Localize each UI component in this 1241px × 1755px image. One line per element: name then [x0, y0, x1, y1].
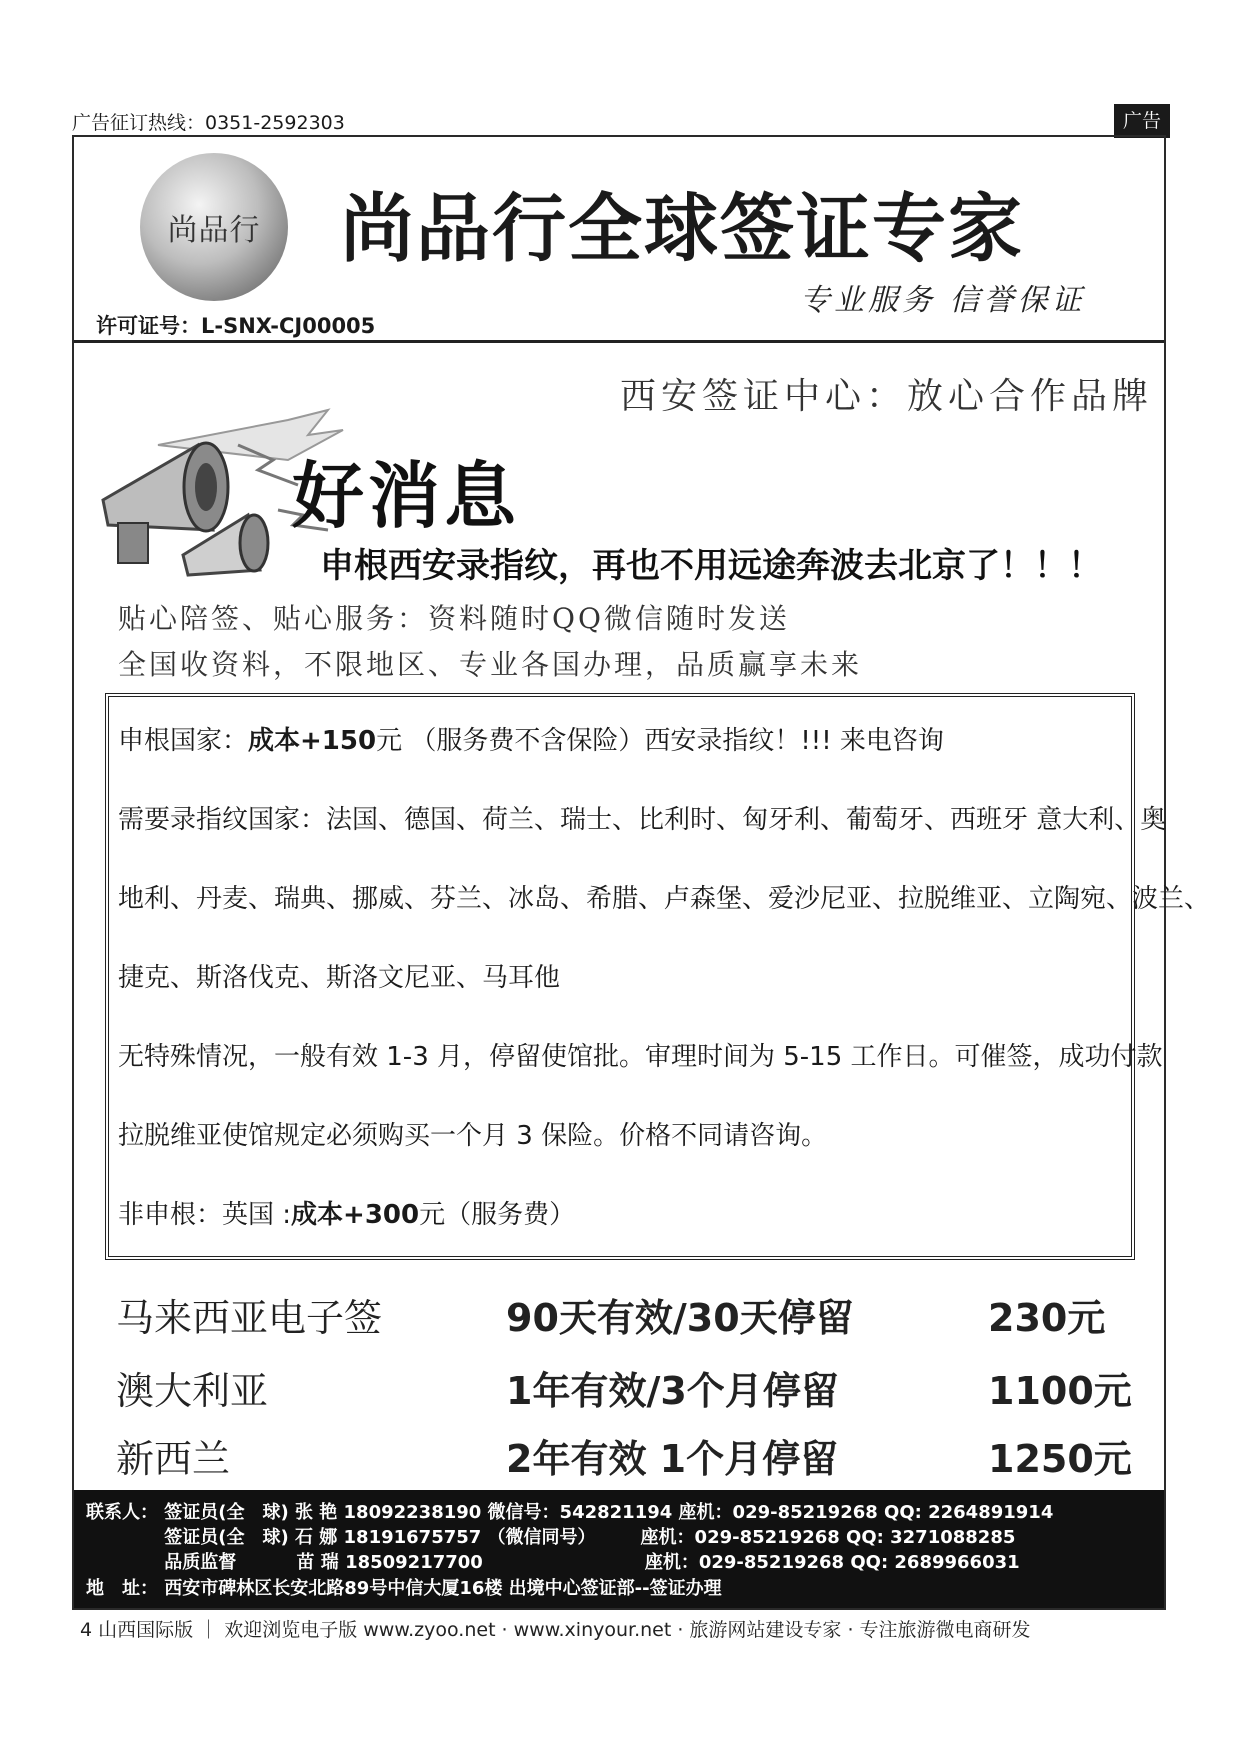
headline: 申根西安录指纹，再也不用远途奔波去北京了！！！ [320, 546, 1102, 586]
contact-line: 联系人： 签证员(全 球) 张 艳 18092238190 微信号：542821194 座机：029-85219268 QQ: 2264891914 [86, 1502, 1054, 1523]
visa-name: 新西兰 [116, 1437, 231, 1481]
validity-line: 无特殊情况，一般有效 1-3 月，停留使馆批。审理时间为 5-15 工作日。可催签，成功付款 [118, 1042, 1163, 1072]
fingerprint-countries-line: 需要录指纹国家：法国、德国、荷兰、瑞士、比利时、匈牙利、葡萄牙、西班牙 意大利、奥 [118, 805, 1167, 835]
visa-name: 马来西亚电子签 [116, 1296, 383, 1340]
fingerprint-countries-line: 地利、丹麦、瑞典、挪威、芬兰、冰岛、希腊、卢森堡、爱沙尼亚、拉脱维亚、立陶宛、波兰、 [118, 884, 1211, 914]
visa-name: 澳大利亚 [116, 1369, 269, 1413]
insurance-note: 拉脱维亚使馆规定必须购买一个月 3 保险。价格不同请咨询。 [118, 1121, 828, 1151]
contact-line: 签证员(全 球) 石 娜 18191675757 （微信同号） 座机：029-85219268 QQ: 3271088285 [86, 1527, 1016, 1548]
ad-hotline: 广告征订热线：0351-2592303 [72, 112, 345, 134]
fingerprint-countries-line: 捷克、斯洛伐克、斯洛文尼亚、马耳他 [118, 963, 561, 993]
intro-line: 贴心陪签、贴心服务：资料随时QQ微信随时发送 [118, 602, 790, 635]
contact-line: 品质监督 苗 瑞 18509217700 座机：029-85219268 QQ: 2689966031 [86, 1552, 1020, 1573]
visa-price: 1250元 [988, 1437, 1132, 1481]
ad-label-badge: 广告 [1114, 104, 1170, 138]
header-divider [74, 340, 1164, 343]
logo-text: 尚品行 [167, 213, 261, 248]
visa-price: 1100元 [988, 1369, 1132, 1413]
visa-term: 2年有效 1个月停留 [506, 1437, 839, 1481]
brand-title: 尚品行全球签证专家 [340, 186, 1024, 272]
non-schengen-price-line: 非申根：英国 :成本+300元（服务费） [118, 1200, 576, 1230]
visa-term: 90天有效/30天停留 [506, 1296, 854, 1340]
good-news-title: 好消息 [292, 454, 521, 538]
intro-line: 全国收资料，不限地区、专业各国办理，品质赢享未来 [118, 648, 863, 681]
center-title: 西安签证中心：放心合作品牌 [620, 376, 1154, 417]
schengen-price-line: 申根国家：成本+150元 （服务费不含保险）西安录指纹！!!! 来电咨询 [118, 726, 944, 756]
contact-address: 地 址： 西安市碑林区长安北路89号中信大厦16楼 出境中心签证部--签证办理 [86, 1578, 722, 1599]
page-footer: 4 山西国际版 ｜ 欢迎浏览电子版 www.zyoo.net · www.xinyour.net · 旅游网站建设专家 · 专注旅游微电商研发 [80, 1619, 1031, 1641]
brand-slogan: 专业服务 信誉保证 [800, 283, 1086, 318]
brand-logo [140, 153, 288, 301]
visa-price: 230元 [988, 1296, 1106, 1340]
license-number: 许可证号：L-SNX-CJ00005 [96, 314, 376, 338]
visa-term: 1年有效/3个月停留 [506, 1369, 839, 1413]
